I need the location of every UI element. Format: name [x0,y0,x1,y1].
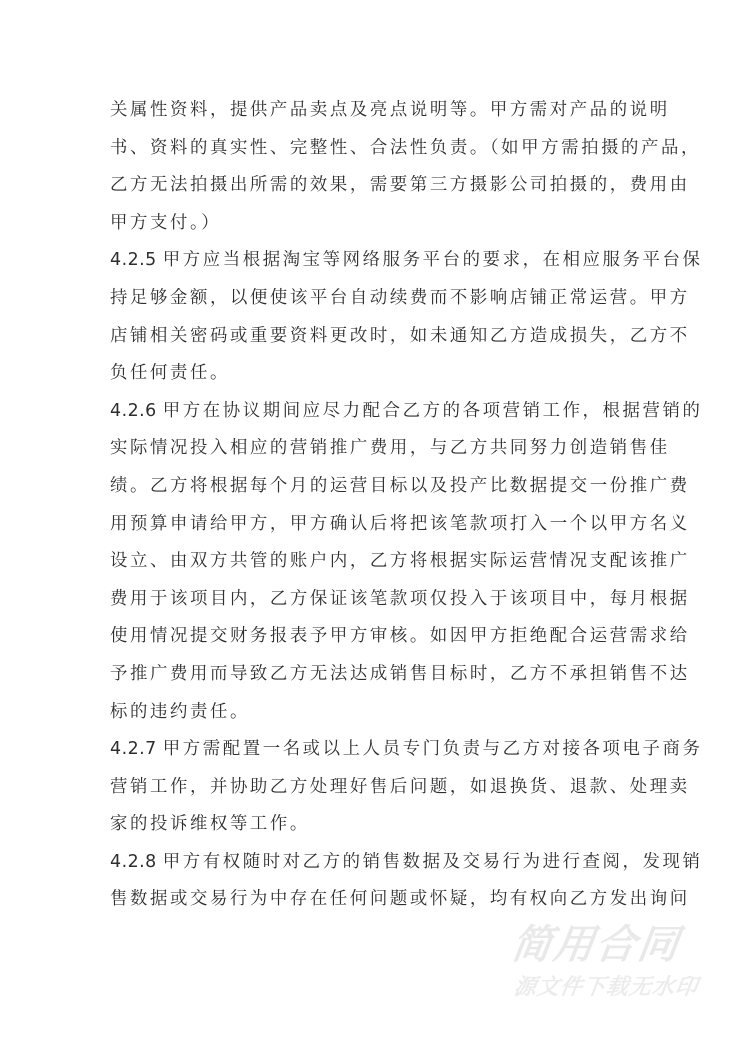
text-line [110,430,670,468]
watermark-subtitle: 源文件下载无水印 [512,975,700,1000]
text-line [110,581,690,619]
text-line [110,769,690,807]
text-line [110,355,655,393]
clause-4-2-6 [110,393,703,431]
line-text: 甲方在协议期间应尽力配合乙方的各项营销工作，根据营销的 [162,400,703,421]
line-text: 甲方支付。） [110,212,222,233]
line-text: 关属性资料，提供产品卖点及亮点说明等。甲方需对产品的说明 [110,100,670,120]
line-text: 予推广费用而导致乙方无法达成销售目标时，乙方不承担销售不达 [110,663,690,684]
line-text: 家的投诉维权等工作。 [110,814,310,835]
text-line [110,694,655,732]
line-text: 实际情况投入相应的营销推广费用，与乙方共同努力创造销售佳 [110,438,670,459]
line-text: 费用于该项目内，乙方保证该笔款项仅投入于该项目中，每月根据 [110,588,690,609]
clause-4-2-7 [110,731,703,769]
line-text: 甲方应当根据淘宝等网络服务平台的要求，在相应服务平台保 [162,250,703,271]
line-text: 营销工作，并协助乙方处理好售后问题，如退换货、退款、处理卖 [110,776,690,797]
text-line [110,506,690,544]
text-line [110,92,670,130]
line-text: 标的违约责任。 [110,701,250,722]
clause-4-2-8 [110,844,703,882]
text-line [110,806,655,844]
line-text: 甲方需配置一名或以上人员专门负责与乙方对接各项电子商务 [162,739,703,760]
clause-number: 4.2.8 [110,851,157,872]
line-text: 持足够金额，以便使该平台自动续费而不影响店铺正常运营。甲方 [110,287,690,308]
line-text: 甲方有权随时对乙方的销售数据及交易行为进行查阅，发现销 [162,851,703,872]
watermark [508,922,742,1003]
text-line [110,881,690,919]
text-line [110,468,690,506]
text-line [110,656,690,694]
line-text: 使用情况提交财务报表予甲方审核。如因甲方拒绝配合运营需求给 [110,626,690,647]
document-body [110,92,703,919]
text-line [110,318,690,356]
clause-number: 4.2.7 [110,739,157,760]
line-text: 店铺相关密码或重要资料更改时，如未通知乙方造成损失，乙方不 [110,325,690,346]
text-line [110,543,690,581]
clause-number: 4.2.5 [110,250,157,271]
watermark-title: 简用合同 [508,922,684,968]
line-text: 绩。乙方将根据每个月的运营目标以及投产比数据提交一份推广费 [110,475,690,496]
clause-number: 4.2.6 [110,400,157,421]
text-line [110,280,690,318]
clause-4-2-5 [110,242,703,280]
text-line [110,130,702,168]
line-text: 乙方无法拍摄出所需的效果，需要第三方摄影公司拍摄的，费用由 [110,175,690,196]
text-line [110,618,690,656]
line-text: 负任何责任。 [110,363,230,384]
text-line [110,205,655,243]
text-line [110,167,690,205]
line-text: 售数据或交易行为中存在任何问题或怀疑，均有权向乙方发出询问 [110,889,690,910]
line-text: 用预算申请给甲方，甲方确认后将把该笔款项打入一个以甲方名义 [110,513,690,534]
line-text: 设立、由双方共管的账户内，乙方将根据实际运营情况支配该推广 [110,551,690,572]
line-text: 书、资料的真实性、完整性、合法性负责。（如甲方需拍摄的产品， [110,137,702,158]
